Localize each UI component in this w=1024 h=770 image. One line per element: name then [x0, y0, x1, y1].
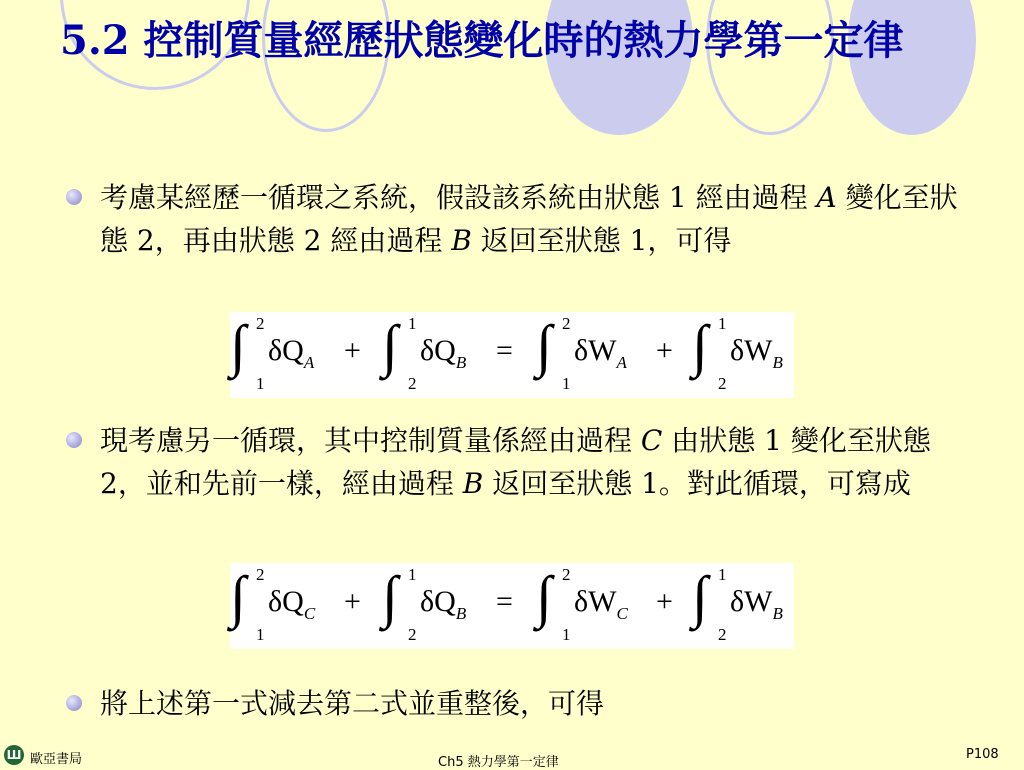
integral-sign: ∫ — [692, 313, 708, 378]
integral-sign: ∫ — [382, 313, 398, 378]
integrand — [420, 334, 467, 372]
bullet-text — [100, 419, 960, 505]
integrand-symbol: δW — [730, 585, 773, 618]
integrand-symbol: δW — [574, 334, 617, 367]
lower-limit: 1 — [256, 374, 265, 393]
bullet-text-part: 將上述第一式減去第二式並重整後，可得 — [100, 687, 605, 720]
subscript: A — [303, 353, 315, 372]
footer-publisher: 歐亞書局 — [30, 752, 83, 767]
process-label: A — [816, 181, 837, 214]
lower-limit: 1 — [562, 625, 571, 644]
slide-title: 5.2 控制質量經歷狀態變化時的熱力學第一定律 — [60, 17, 904, 64]
integrand-symbol: δQ — [420, 334, 456, 367]
bullet-text — [100, 176, 960, 262]
bullet-text-part: 現考慮另一循環，其中控制質量係經由過程 — [100, 424, 641, 457]
integrand-symbol: δW — [730, 334, 773, 367]
subscript: B — [455, 604, 467, 623]
integrand — [730, 585, 783, 623]
footer-page-number: P108 — [966, 747, 999, 762]
upper-limit: 1 — [408, 314, 417, 333]
lower-limit: 2 — [718, 374, 727, 393]
bullet-dot-icon — [66, 189, 82, 205]
operator: + — [344, 585, 361, 618]
footer-chapter: Ch5 熱力學第一定律 — [438, 755, 559, 770]
integrand-symbol: δQ — [268, 334, 304, 367]
operator: = — [496, 334, 513, 367]
integral-sign: ∫ — [230, 313, 246, 378]
operator: = — [496, 585, 513, 618]
bullet-text-part: 返回至狀態 1。對此循環，可寫成 — [483, 467, 911, 500]
upper-limit: 2 — [256, 314, 265, 333]
lower-limit: 2 — [408, 625, 417, 644]
integrand-symbol: δQ — [420, 585, 456, 618]
publisher-logo-icon: Ш — [4, 745, 24, 765]
process-label: B — [451, 224, 472, 257]
integrand — [268, 585, 316, 623]
bullet-text — [100, 682, 960, 725]
bullet-text-part: 變化至狀態 2，再由狀態 2 經由過程 — [100, 181, 958, 257]
bullet-text-part: 返回至狀態 1，可得 — [471, 224, 732, 257]
integrand — [574, 585, 628, 623]
integrand — [730, 334, 783, 372]
subscript: B — [772, 353, 783, 372]
subscript: A — [616, 353, 627, 372]
integral-sign: ∫ — [230, 564, 246, 629]
integral-sign: ∫ — [536, 564, 552, 629]
lower-limit: 1 — [256, 625, 265, 644]
integrand — [420, 585, 467, 623]
bullet-dot-icon — [66, 432, 82, 448]
lower-limit: 2 — [718, 625, 727, 644]
upper-limit: 1 — [718, 314, 727, 333]
equation-2 — [230, 563, 794, 649]
upper-limit: 2 — [256, 565, 265, 584]
lower-limit: 2 — [408, 374, 417, 393]
operator: + — [344, 334, 361, 367]
operator: + — [656, 334, 673, 367]
integrand-symbol: δQ — [268, 585, 304, 618]
integrand — [268, 334, 315, 372]
operator: + — [656, 585, 673, 618]
integral-sign: ∫ — [382, 564, 398, 629]
upper-limit: 1 — [718, 565, 727, 584]
upper-limit: 2 — [562, 565, 571, 584]
bullet-text-part: 由狀態 1 變化至狀態 2，並和先前一樣，經由過程 — [100, 424, 931, 500]
process-label: B — [462, 467, 484, 500]
integral-sign: ∫ — [536, 313, 552, 378]
equation-1 — [230, 312, 794, 398]
integrand-symbol: δW — [574, 585, 617, 618]
bullet-text-part: 考慮某經歷一循環之系統，假設該系統由狀態 1 經由過程 — [100, 181, 817, 214]
subscript: C — [616, 604, 628, 623]
upper-limit: 2 — [562, 314, 571, 333]
lower-limit: 1 — [562, 374, 571, 393]
integrand — [574, 334, 627, 372]
subscript: C — [303, 604, 316, 623]
subscript: B — [455, 353, 467, 372]
subscript: B — [772, 604, 783, 623]
bullet-dot-icon — [66, 695, 82, 711]
upper-limit: 1 — [408, 565, 417, 584]
integral-sign: ∫ — [692, 564, 708, 629]
process-label: C — [640, 424, 663, 457]
